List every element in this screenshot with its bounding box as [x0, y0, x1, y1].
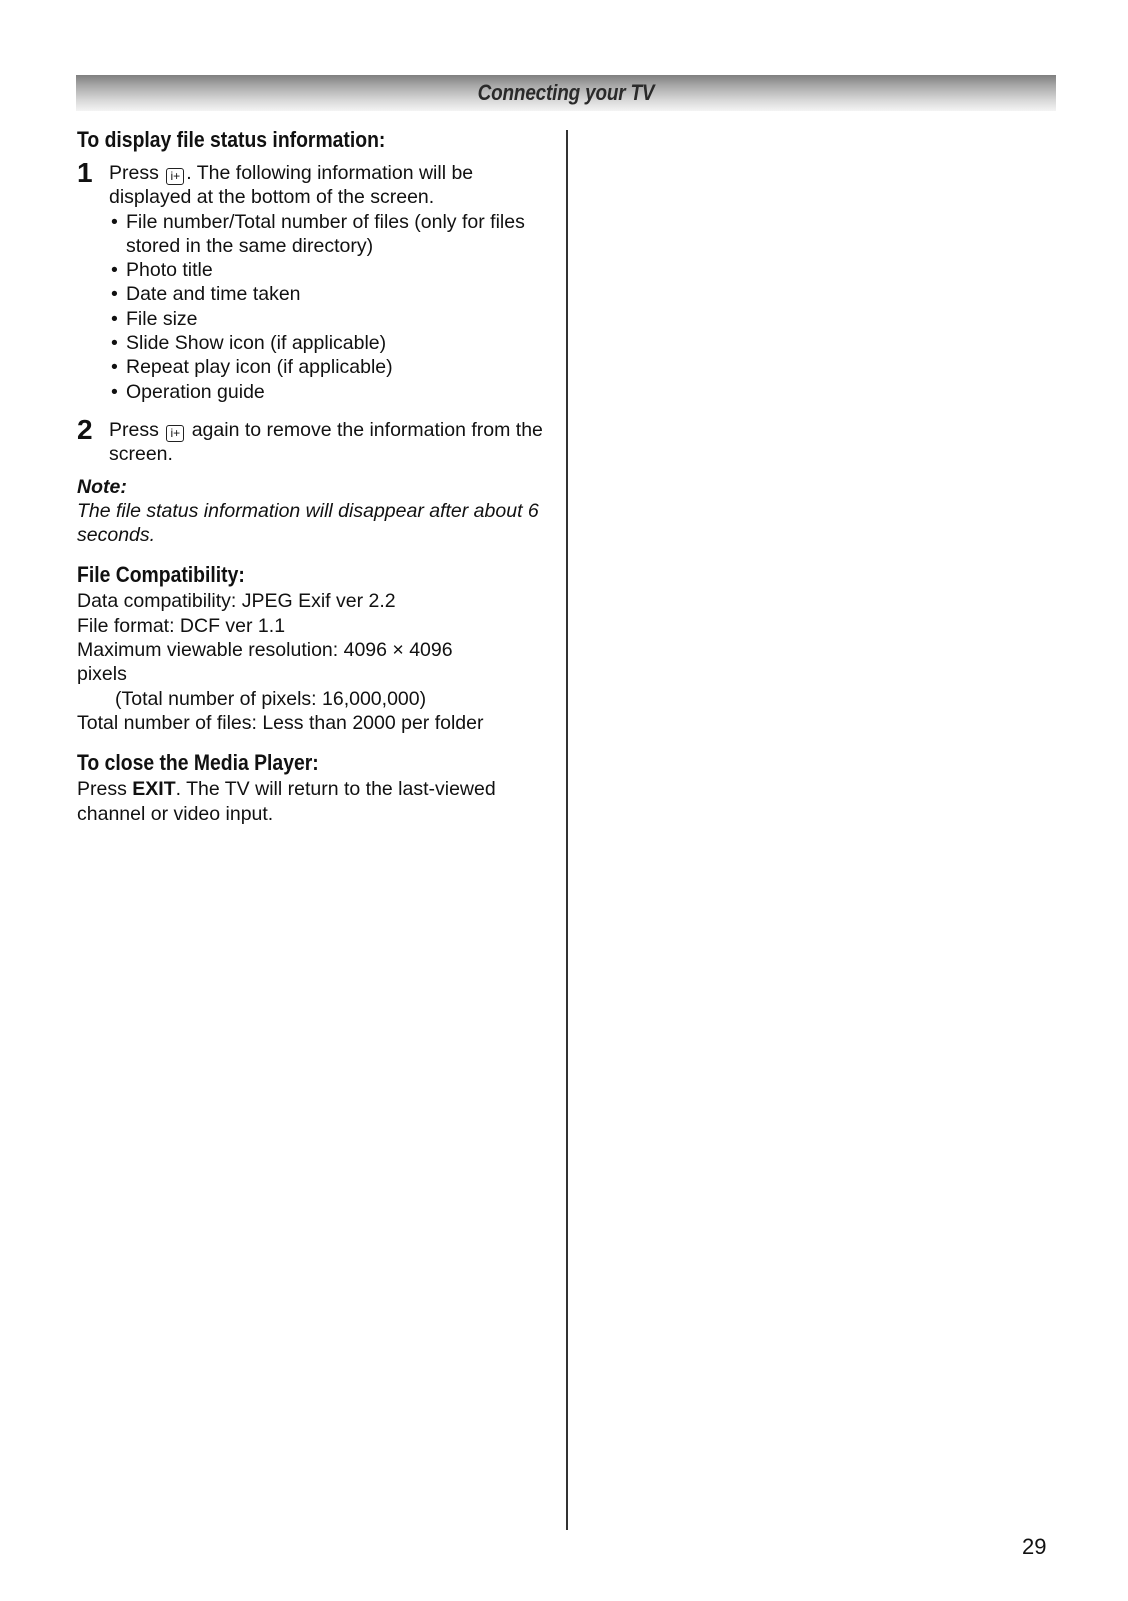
note-block — [77, 475, 547, 548]
close-instructions: Press EXIT. The TV will return to the last-viewed channel or video input. — [77, 778, 496, 825]
exit-key-label: EXIT — [132, 778, 176, 801]
header-title: Connecting your TV — [477, 80, 655, 105]
header-bar — [76, 75, 1056, 111]
list-item: • File number/Total number of files (only for files stored in the same directory) — [111, 210, 525, 257]
note-label: Note: — [77, 475, 127, 498]
heading-file-compatibility: File Compatibility: — [77, 562, 245, 588]
step-1-text: Press i+ . The following information will be displayed at the bottom of the screen. — [109, 162, 474, 209]
list-item: • File size — [111, 307, 198, 330]
compat-line-2: File format: DCF ver 1.1 — [77, 614, 286, 637]
step-2 — [77, 413, 547, 467]
note-text: The file status information will disappear after about 6 seconds. — [77, 499, 539, 547]
list-item: • Repeat play icon (if applicable) — [111, 356, 393, 379]
column-divider — [566, 130, 568, 1530]
compat-line-3: Maximum viewable resolution: 4096 × 4096 pixels — [77, 639, 453, 686]
list-item: • Operation guide — [111, 380, 265, 403]
heading-close-media-player: To close the Media Player: — [77, 750, 319, 776]
step-1 — [77, 157, 547, 404]
step-2-number: 2 — [77, 413, 93, 445]
heading-file-status: To display file status information: — [77, 127, 386, 152]
info-button-icon: i+ — [166, 168, 184, 185]
list-item: • Photo title — [111, 259, 213, 282]
compat-line-1: Data compatibility: JPEG Exif ver 2.2 — [77, 590, 396, 613]
step-1-number: 1 — [77, 157, 93, 188]
compat-line-4: (Total number of pixels: 16,000,000) — [115, 687, 427, 710]
info-bullet-list — [109, 210, 547, 404]
list-item: • Date and time taken — [111, 283, 301, 306]
step-2-text: Press i+ again to remove the information from the screen. — [109, 418, 543, 466]
list-item: • Slide Show icon (if applicable) — [111, 332, 387, 355]
info-button-icon: i+ — [166, 425, 184, 442]
left-column — [77, 126, 547, 826]
compat-line-5: Total number of files: Less than 2000 per folder — [77, 711, 484, 734]
page-number: 29 — [1022, 1534, 1047, 1559]
